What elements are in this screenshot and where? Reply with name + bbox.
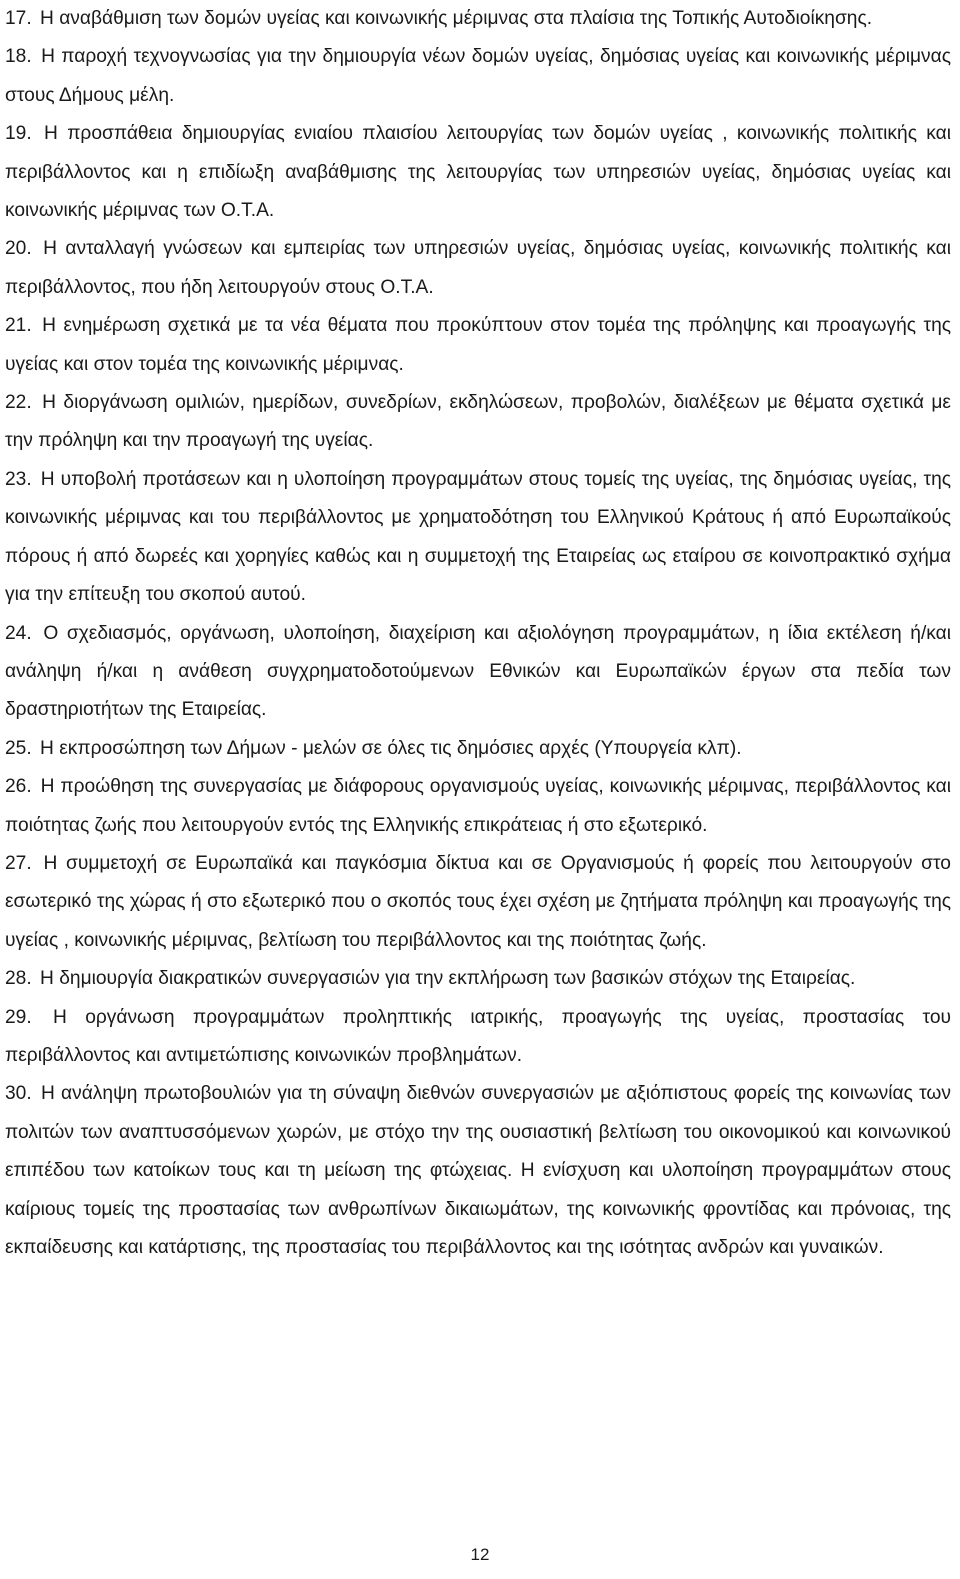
item-text: Η δημιουργία διακρατικών συνεργασιών για την εκπλήρωση των βασικών στόχων της Εταιρείας. [40,968,856,990]
list-item [5,230,951,307]
list-item [5,1075,951,1267]
item-text: Η ανάληψη πρωτοβουλιών για τη σύναψη διεθνών συνεργασιών με αξιόπιστους φορείς της κοινωνίας των πολιτών των αναπτυσσόμενων χωρών, με στόχο την της ουσιαστική βελτίωση του οικονομικού και κοινωνικού επιπέδου των κατοίκων τους και τη μείωση της φτώχειας. Η ενίσχυση και υλοποίηση προγραμμάτων στους καίριους τομείς της προστασίας των ανθρωπίνων δικαιωμάτων, της κοινωνικής φροντίδας και πρόνοιας, της εκπαίδευσης και κατάρτισης, της προστασίας του περιβάλλοντος και της ισότητας ανδρών και γυναικών. [5,1083,951,1258]
item-text: Η προώθηση της συνεργασίας με διάφορους οργανισμούς υγείας, κοινωνικής μέριμνας, περιβάλλοντος και ποιότητας ζωής που λειτουργούν εντός της Ελληνικής επικράτειας ή στο εξωτερικό. [5,776,951,836]
item-number: 17. [5,8,32,29]
list-item [5,730,951,768]
item-text: Η οργάνωση προγραμμάτων προληπτικής ιατρικής, προαγωγής της υγείας, προστασίας του περιβάλλοντος και αντιμετώπισης κοινωνικών προβλημάτων. [5,1006,951,1066]
item-text: Η προσπάθεια δημιουργίας ενιαίου πλαισίου λειτουργίας των δομών υγείας , κοινωνικής πολιτικής και περιβάλλοντος και η επιδίωξη αναβάθμισης της λειτουργίας των υπηρεσιών υγείας, δημόσιας υγείας και κοινωνικής μέριμνας των Ο.Τ.Α. [5,123,951,222]
list-item [5,960,951,998]
list-item [5,307,951,384]
item-text: Ο σχεδιασμός, οργάνωση, υλοποίηση, διαχείριση και αξιολόγηση προγραμμάτων, η ίδια εκτέλεση ή/και ανάληψη ή/και η ανάθεση συγχρηματοδοτούμενων Εθνικών και Ευρωπαϊκών έργων στα πεδία των δραστηριοτήτων της Εταιρείας. [5,622,951,721]
item-number: 21. [5,315,32,337]
item-text: Η διοργάνωση ομιλιών, ημερίδων, συνεδρίων, εκδηλώσεων, προβολών, διαλέξεων με θέματα σχετικά με την πρόληψη και την προαγωγή της υγείας. [5,392,951,452]
item-number: 30. [5,1083,32,1105]
item-number: 24. [5,622,32,644]
list-item [5,845,951,960]
item-number: 28. [5,968,32,990]
item-text: Η αναβάθμιση των δομών υγείας και κοινωνικής μέριμνας στα πλαίσια της Τοπικής Αυτοδιοίκησης. [40,8,873,29]
item-text: Η υποβολή προτάσεων και η υλοποίηση προγραμμάτων στους τομείς της υγείας, της δημόσιας υγείας, της κοινωνικής μέριμνας και του περιβάλλοντος με χρηματοδότηση του Ελληνικού Κράτους ή από Ευρωπαϊκούς πόρους ή από δωρεές και χορηγίες καθώς και η συμμετοχή της Εταιρείας ως εταίρου σε κοινοπρακτικό σχήμα για την επίτευξη του σκοπού αυτού. [5,468,951,606]
item-number: 26. [5,776,32,798]
list-item [5,0,951,38]
item-number: 23. [5,468,32,490]
item-number: 22. [5,392,32,414]
list-item [5,768,951,845]
list-item [5,461,951,615]
list-item [5,615,951,730]
item-text: Η ανταλλαγή γνώσεων και εμπειρίας των υπηρεσιών υγείας, δημόσιας υγείας, κοινωνικής πολιτικής και περιβάλλοντος, που ήδη λειτουργούν στους Ο.Τ.Α. [5,238,951,298]
item-number: 27. [5,852,32,874]
list-item [5,384,951,461]
item-number: 18. [5,46,32,68]
item-text: Η συμμετοχή σε Ευρωπαϊκά και παγκόσμια δίκτυα και σε Οργανισμούς ή φορείς που λειτουργούν στο εσωτερικό της χώρας ή στο εξωτερικό που ο σκοπός τους έχει σχέση με ζητήματα πρόληψη και προαγωγής της υγείας , κοινωνικής μέριμνας, βελτίωση του περιβάλλοντος και της ποιότητας ζωής. [5,852,951,951]
item-number: 19. [5,123,32,145]
item-number: 29. [5,1006,32,1028]
list-item [5,115,951,230]
list-item [5,38,951,115]
item-text: Η ενημέρωση σχετικά με τα νέα θέματα που προκύπτουν στον τομέα της πρόληψης και προαγωγής της υγείας και στον τομέα της κοινωνικής μέριμνας. [5,315,951,375]
page-number: 12 [470,1545,490,1564]
list-item [5,999,951,1076]
item-text: Η παροχή τεχνογνωσίας για την δημιουργία νέων δομών υγείας, δημόσιας υγείας και κοινωνικής μέριμνας στους Δήμους μέλη. [5,46,951,106]
item-text: Η εκπροσώπηση των Δήμων - μελών σε όλες τις δημόσιες αρχές (Υπουργεία κλπ). [40,737,742,759]
document-page [5,0,951,1267]
item-number: 20. [5,238,32,260]
item-number: 25. [5,737,32,759]
